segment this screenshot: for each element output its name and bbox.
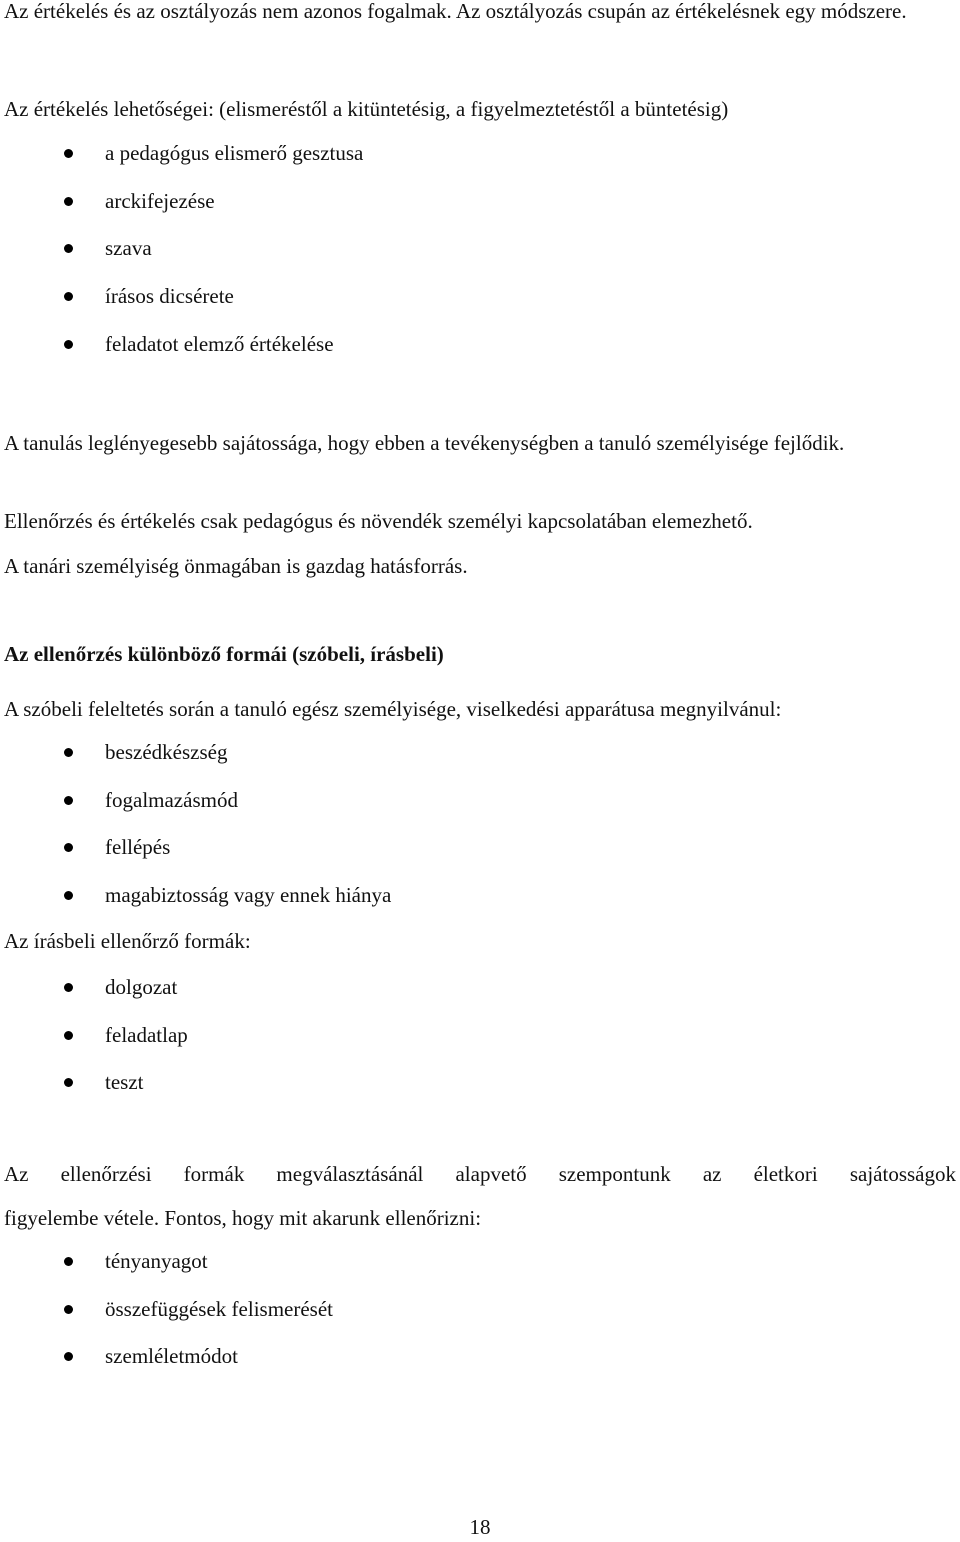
bullet-icon: [64, 843, 73, 852]
list-item-label: a pedagógus elismerő gesztusa: [105, 141, 364, 165]
list-item: [4, 330, 956, 378]
list-item: [4, 973, 956, 1021]
bullet-icon: [64, 983, 73, 992]
list-item-label: fellépés: [105, 835, 171, 860]
list-item: [4, 738, 956, 786]
choice-paragraph-line-2: figyelembe vétele. Fontos, hogy mit akarunk ellenőrizni:: [4, 1206, 482, 1230]
list-item-label: tényanyagot: [105, 1249, 208, 1273]
learning-paragraph: A tanulás leglényegesebb sajátossága, hogy ebben a tevékenységben a tanuló személyisége fejlődik.: [4, 431, 845, 455]
list-item: [4, 139, 956, 187]
oral-paragraph: A szóbeli feleltetés során a tanuló egész személyisége, viselkedési apparátusa megnyilvánul:: [4, 697, 782, 721]
list-item: [4, 881, 956, 929]
list-item: [4, 187, 956, 235]
intro-paragraph: Az értékelés és az osztályozás nem azonos fogalmak. Az osztályozás csupán az értékelésnek egy módszere.: [4, 0, 907, 23]
list-item-label: dolgozat: [105, 975, 178, 999]
written-forms-paragraph: Az írásbeli ellenőrző formák:: [4, 929, 251, 953]
teacher-paragraph: A tanári személyiség önmagában is gazdag hatásforrás.: [4, 554, 468, 578]
list-item: [4, 833, 956, 881]
list-item-label: szava: [105, 236, 152, 261]
bullet-icon: [64, 340, 73, 349]
bullet-icon: [64, 1031, 73, 1040]
bullet-icon: [64, 244, 73, 253]
written-forms-list: [4, 973, 956, 1116]
list-item: [4, 786, 956, 834]
list-item-label: teszt: [105, 1070, 144, 1095]
bullet-icon: [64, 197, 73, 206]
choice-paragraph-line-1: Az ellenőrzési formák megválasztásánál alapvető szempontunk az életkori sajátosságok: [4, 1162, 956, 1186]
section-heading: Az ellenőrzés különböző formái (szóbeli, írásbeli): [4, 642, 444, 666]
list-item-label: magabiztosság vagy ennek hiánya: [105, 883, 392, 908]
list-item-label: arckifejezése: [105, 188, 215, 213]
list-item-label: feladatot elemző értékelése: [105, 331, 334, 356]
list-item-label: írásos dicsérete: [105, 284, 234, 309]
oral-traits-list: [4, 738, 956, 929]
bullet-icon: [64, 1305, 73, 1314]
bullet-icon: [64, 1257, 73, 1266]
list-item-label: fogalmazásmód: [105, 787, 238, 812]
bullet-icon: [64, 796, 73, 805]
document-page: [4, 0, 956, 1537]
page-number: 18: [469, 1515, 491, 1539]
bullet-icon: [64, 748, 73, 757]
list-item-label: beszédkészség: [105, 740, 228, 764]
list-item-label: összefüggések felismerését: [105, 1296, 333, 1321]
bullet-icon: [64, 1078, 73, 1087]
list-item: [4, 1342, 956, 1390]
relationship-paragraph: Ellenőrzés és értékelés csak pedagógus és növendék személyi kapcsolatában elemezhető.: [4, 509, 753, 533]
list-item-label: feladatlap: [105, 1022, 188, 1047]
bullet-icon: [64, 1352, 73, 1361]
list-item: [4, 282, 956, 330]
check-targets-list: [4, 1247, 956, 1390]
evaluation-forms-list: [4, 139, 956, 377]
list-item: [4, 234, 956, 282]
bullet-icon: [64, 891, 73, 900]
list-item: [4, 1021, 956, 1069]
list-item-label: szemléletmódot: [105, 1344, 238, 1369]
list-item: [4, 1068, 956, 1116]
evaluation-possibilities-paragraph: Az értékelés lehetőségei: (elismeréstől a kitüntetésig, a figyelmeztetéstől a büntetésig): [4, 97, 729, 121]
bullet-icon: [64, 292, 73, 301]
list-item: [4, 1247, 956, 1295]
bullet-icon: [64, 149, 73, 158]
list-item: [4, 1295, 956, 1343]
